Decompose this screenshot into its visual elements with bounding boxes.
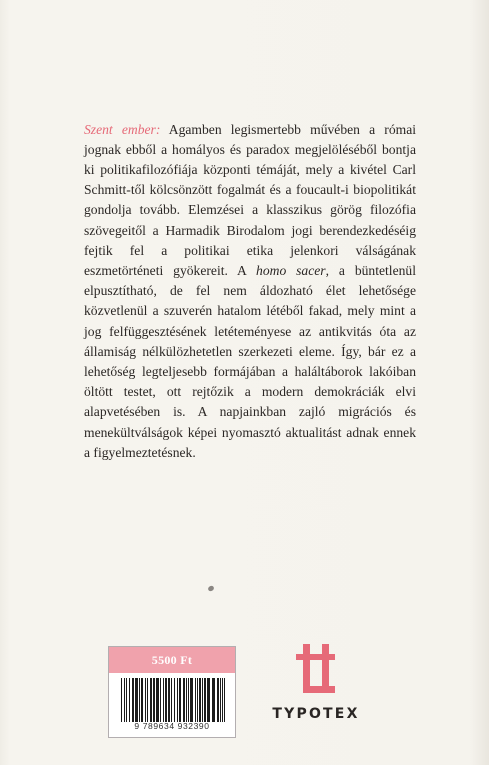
barcode-stripe <box>207 678 210 722</box>
barcode-stripe <box>124 678 125 722</box>
barcode-stripe <box>156 678 159 722</box>
price-label: 5500 Ft <box>109 647 235 673</box>
barcode-stripe <box>212 678 215 722</box>
barcode-stripe <box>220 678 221 722</box>
barcode-stripe <box>217 678 219 722</box>
barcode-stripe <box>179 678 181 722</box>
barcode-stripe <box>126 678 127 722</box>
barcode-stripe <box>141 678 143 722</box>
blurb-lead: Szent ember: <box>84 121 161 137</box>
barcode-stripe <box>202 678 203 722</box>
barcode-stripe <box>199 678 201 722</box>
barcode <box>121 678 225 722</box>
barcode-stripe <box>135 678 138 722</box>
barcode-stripe <box>168 678 170 722</box>
publisher-logo <box>256 640 376 740</box>
barcode-stripe <box>197 678 198 722</box>
barcode-stripe <box>150 678 152 722</box>
barcode-stripe <box>186 678 187 722</box>
barcode-stripe <box>153 678 155 722</box>
barcode-stripe <box>183 678 185 722</box>
barcode-digits: 9 789634 932390 <box>134 721 210 731</box>
barcode-stripe <box>163 678 164 722</box>
barcode-stripe <box>121 678 122 722</box>
barcode-stripe <box>147 678 148 722</box>
barcode-stripe <box>139 678 140 722</box>
barcode-stripe <box>174 678 175 722</box>
barcode-stripe <box>195 678 196 722</box>
barcode-stripe <box>222 678 223 722</box>
barcode-stripe <box>188 678 189 722</box>
blurb-emphasis: homo sacer <box>256 263 326 279</box>
ink-speck <box>207 585 215 592</box>
barcode-stripe <box>190 678 193 722</box>
barcode-stripe <box>132 678 134 722</box>
barcode-stripe <box>224 678 225 722</box>
tt-logo-icon <box>294 644 338 702</box>
barcode-stripe <box>165 678 167 722</box>
barcode-stripe <box>145 678 146 722</box>
barcode-stripe <box>160 678 161 722</box>
barcode-stripe <box>129 678 130 722</box>
publisher-name: TYPOTEX <box>272 706 360 722</box>
blurb-part-1: Agamben legismertebb művében a római jognak ebből a homályos és paradox megjelöléséből bontja ki politikafilozófiája központi témáját, mely a kivétel Carl Schmitt-től kölcsönzött fogalmát és a foucault-i biopolitikát gondolja tovább. Elemzései a klasszikus görög filozófia szövegeitől a Harmadik Birodalom jogi berendezkedéséig fejtik fel a politikai etika jelenkori válságának eszmetörténeti gyökereit. A <box>84 121 417 279</box>
blurb-part-2: , a büntetlenül elpusztítható, de fel nem áldozható élet lehetősége közvetlenül a szuverén hatalom létéből fakad, mely mint a jog felfüggesztésének letéteményese az antikvitás óta az államiság nélkülözhetetlen szerkezeti eleme. Így, bár ez a lehetőség legteljesebb formájában a haláltáborok lakóiban öltött testet, ott rejtőzik a modern demokráciák elvi alapvetésében is. A napjainkban zajló migrációs és menekültválságok képei nyomasztó aktualitást adnak ennek a figyelmeztetésnek. <box>84 263 416 460</box>
barcode-stripe <box>204 678 206 722</box>
price-barcode-sticker <box>108 646 236 738</box>
barcode-stripe <box>177 678 178 722</box>
barcode-stripe <box>171 678 172 722</box>
blurb-text <box>84 120 416 463</box>
